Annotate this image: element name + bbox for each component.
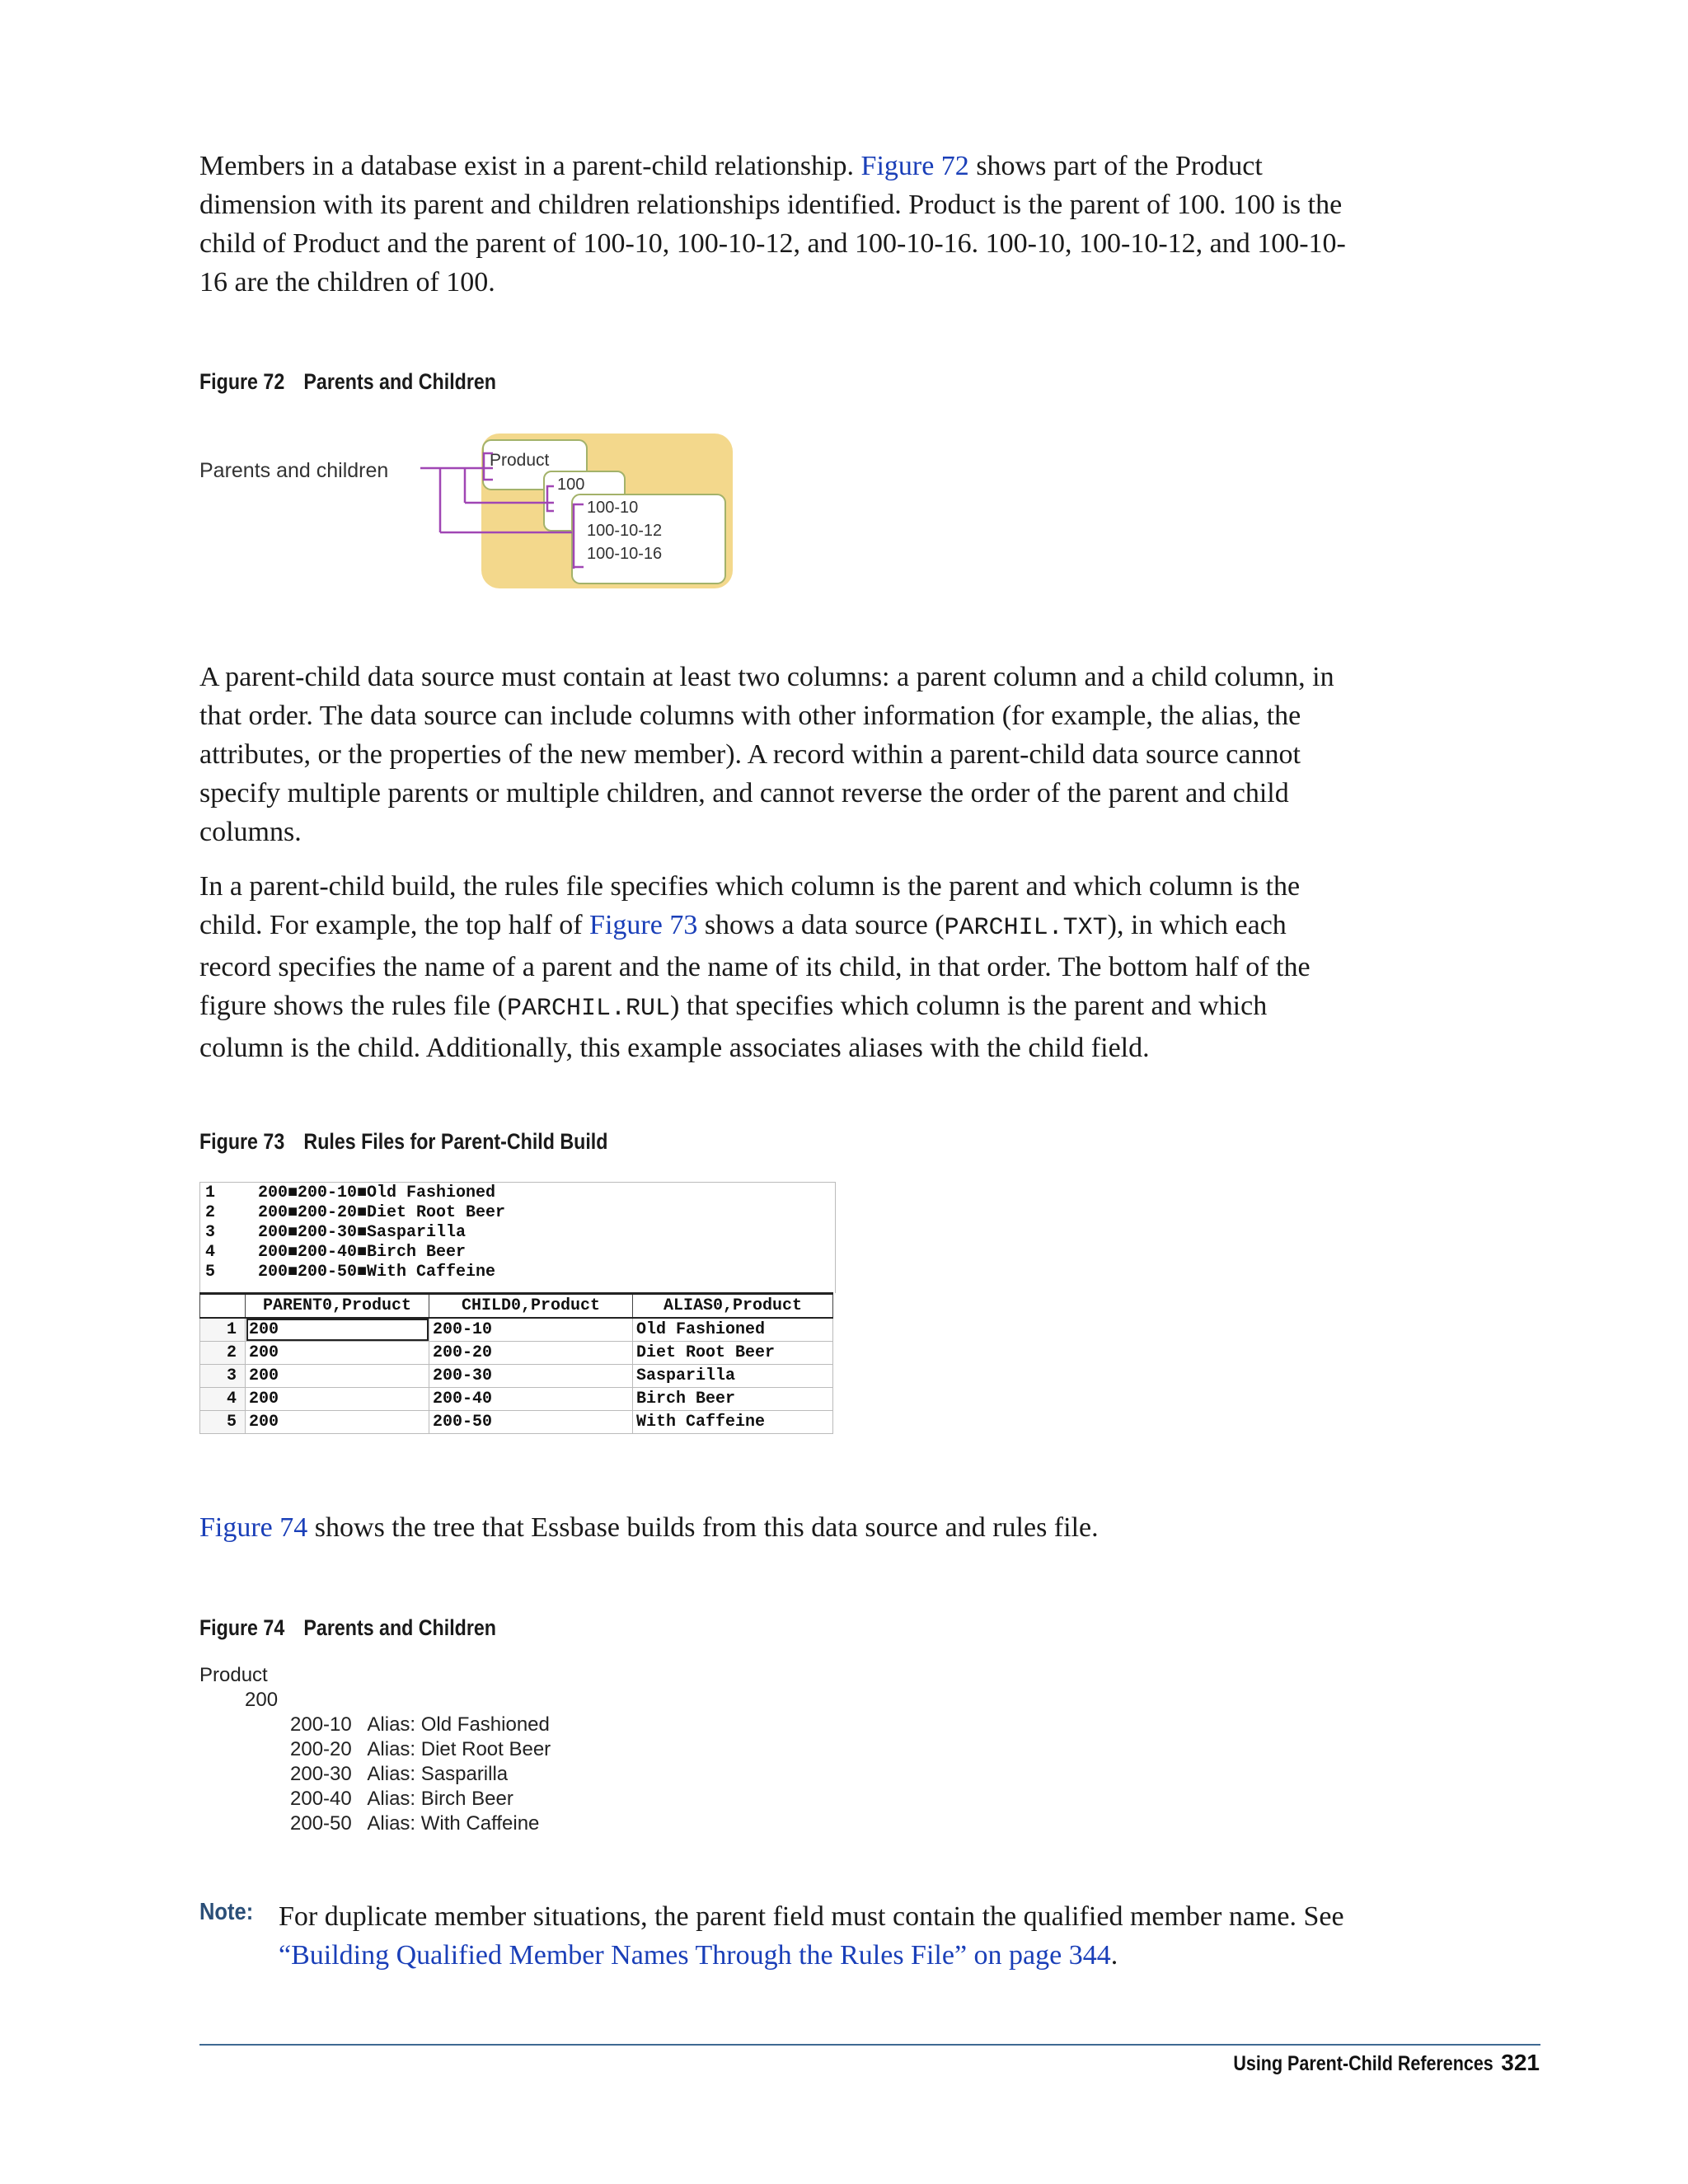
line-number: 4 (205, 1243, 216, 1262)
figure-number: Figure 74 (199, 1615, 285, 1640)
alias-cell[interactable]: Birch Beer (633, 1388, 833, 1411)
source-line (205, 1263, 495, 1282)
parent-cell[interactable]: 200 (246, 1365, 429, 1388)
row-number: 1 (200, 1318, 246, 1342)
node-100-10: 100-10 (587, 499, 639, 517)
line-number: 1 (205, 1183, 216, 1202)
para3-text-c: ), in which each record specifies the name of a parent and the name of its child, in that order. The bottom half of the figure shows the rules file ( (199, 910, 1311, 1021)
parent-cell[interactable]: 200 (246, 1318, 429, 1342)
parchil-txt-code: PARCHIL.TXT (944, 914, 1108, 942)
figure-72-diagram (199, 429, 743, 593)
alias-cell[interactable]: Diet Root Beer (633, 1342, 833, 1365)
parent-cell[interactable]: 200 (246, 1411, 429, 1434)
line-number: 2 (205, 1203, 216, 1222)
table-header-row (200, 1294, 833, 1319)
source-line (205, 1183, 495, 1203)
parchil-rul-code: PARCHIL.RUL (506, 995, 671, 1023)
figure-number: Figure 72 (199, 369, 285, 394)
figure-74-tree (199, 1663, 694, 1836)
tree-intro-paragraph (199, 1508, 1353, 1547)
alias-cell[interactable]: Sasparilla (633, 1365, 833, 1388)
figure-number: Figure 73 (199, 1129, 285, 1154)
note-text-b: . (1110, 1940, 1118, 1971)
line-number: 5 (205, 1263, 216, 1282)
alias-cell[interactable]: With Caffeine (633, 1411, 833, 1434)
running-footer-title: Using Parent-Child References (1232, 2052, 1493, 2075)
line-number: 3 (205, 1223, 216, 1242)
intro-text-a: Members in a database exist in a parent-child relationship. (199, 151, 861, 181)
parents-children-label: Parents and children (199, 459, 389, 482)
row-number: 4 (200, 1388, 246, 1411)
child-cell[interactable]: 200-30 (429, 1365, 633, 1388)
para3-text-a: In a parent-child build, the rules file specifies which column is the parent and which column is the child. For example, the top half of (199, 871, 1301, 940)
tree-child-node: 200-10 Alias: Old Fashioned (290, 1713, 550, 1736)
row-number: 3 (200, 1365, 246, 1388)
para3-text-d: ) that specifies which column is the parent and which column is the child. Additionally, this example associates aliases with the child field. (199, 991, 1268, 1063)
column-header-parent[interactable]: PARENT0,Product (246, 1294, 429, 1319)
child-cell[interactable]: 200-10 (429, 1318, 633, 1342)
row-number: 5 (200, 1411, 246, 1434)
para3-text-b: shows a data source ( (697, 910, 945, 940)
figure-72-link[interactable]: Figure 72 (860, 151, 969, 181)
node-100-10-16: 100-10-16 (587, 545, 663, 563)
source-line (205, 1243, 466, 1263)
figure-title: Parents and Children (303, 369, 496, 394)
table-row (200, 1365, 833, 1388)
figure-73-caption (199, 1129, 607, 1155)
rules-field-table (199, 1292, 833, 1434)
node-100: 100 (557, 476, 585, 494)
cross-reference-link[interactable]: “Building Qualified Member Names Through the Rules File” on page 344 (279, 1940, 1111, 1971)
figure-74-caption (199, 1615, 496, 1641)
intro-paragraph (199, 147, 1353, 302)
note-text-a: For duplicate member situations, the parent field must contain the qualified member name. See (279, 1901, 1344, 1932)
hierarchy-graphic (199, 429, 743, 593)
note-text (279, 1897, 1350, 1975)
data-source-pane (199, 1182, 836, 1293)
child-cell[interactable]: 200-20 (429, 1342, 633, 1365)
footer-rule (199, 2044, 1540, 2046)
figure-73-link[interactable]: Figure 73 (589, 910, 698, 940)
parent-cell[interactable]: 200 (246, 1342, 429, 1365)
tree-parent-node: 200 (245, 1689, 279, 1711)
source-line (205, 1223, 466, 1243)
figure-74-link[interactable]: Figure 74 (199, 1512, 308, 1543)
line-text: 200■200-50■With Caffeine (258, 1263, 496, 1282)
column-header-child[interactable]: CHILD0,Product (429, 1294, 633, 1319)
rules-file-paragraph (199, 867, 1353, 1067)
data-source-paragraph: A parent-child data source must contain at least two columns: a parent column and a child column, in that order. The data source can include columns with other information (for example, the alias, the attributes, or the properties of the new member). A record within a parent-child data source cannot specify multiple parents or multiple children, and cannot reverse the order of the parent and child columns. (199, 662, 1334, 847)
child-cell[interactable]: 200-50 (429, 1411, 633, 1434)
table-row (200, 1388, 833, 1411)
table-row (200, 1342, 833, 1365)
tree-child-node: 200-50 Alias: With Caffeine (290, 1812, 540, 1835)
column-header-alias[interactable]: ALIAS0,Product (633, 1294, 833, 1319)
figure-title: Parents and Children (303, 1615, 496, 1640)
row-number: 2 (200, 1342, 246, 1365)
intro-text-b: shows part of the Product dimension with its parent and children relationships identified. Product is the parent of 100. 100 is the child of Product and the parent of 100-10, 100-10-12, and 100-10-16. 100-10, 100-10-12, and 100-10-16 are the children of 100. (199, 151, 1346, 298)
figure-72-caption (199, 369, 496, 395)
node-product: Product (490, 451, 550, 470)
tree-child-node: 200-20 Alias: Diet Root Beer (290, 1738, 551, 1760)
note-label: Note: (199, 1899, 254, 1925)
parent-cell[interactable]: 200 (246, 1388, 429, 1411)
line-text: 200■200-10■Old Fashioned (258, 1183, 496, 1202)
source-line (205, 1203, 505, 1223)
node-100-10-12: 100-10-12 (587, 522, 663, 540)
figure-title: Rules Files for Parent-Child Build (303, 1129, 608, 1154)
para4-text: shows the tree that Essbase builds from this data source and rules file. (307, 1512, 1099, 1543)
line-text: 200■200-40■Birch Beer (258, 1243, 467, 1262)
tree-root-node: Product (199, 1664, 268, 1686)
table-row (200, 1318, 833, 1342)
tree-child-node: 200-40 Alias: Birch Beer (290, 1788, 513, 1810)
alias-cell[interactable]: Old Fashioned (633, 1318, 833, 1342)
line-text: 200■200-30■Sasparilla (258, 1223, 467, 1242)
child-cell[interactable]: 200-40 (429, 1388, 633, 1411)
table-row (200, 1411, 833, 1434)
row-number-header (200, 1294, 246, 1319)
line-text: 200■200-20■Diet Root Beer (258, 1203, 506, 1222)
figure-73-rules-editor (199, 1182, 836, 1439)
page-footer (1191, 2050, 1540, 2076)
page-number: 321 (1501, 2050, 1540, 2075)
tree-child-node: 200-30 Alias: Sasparilla (290, 1763, 509, 1785)
